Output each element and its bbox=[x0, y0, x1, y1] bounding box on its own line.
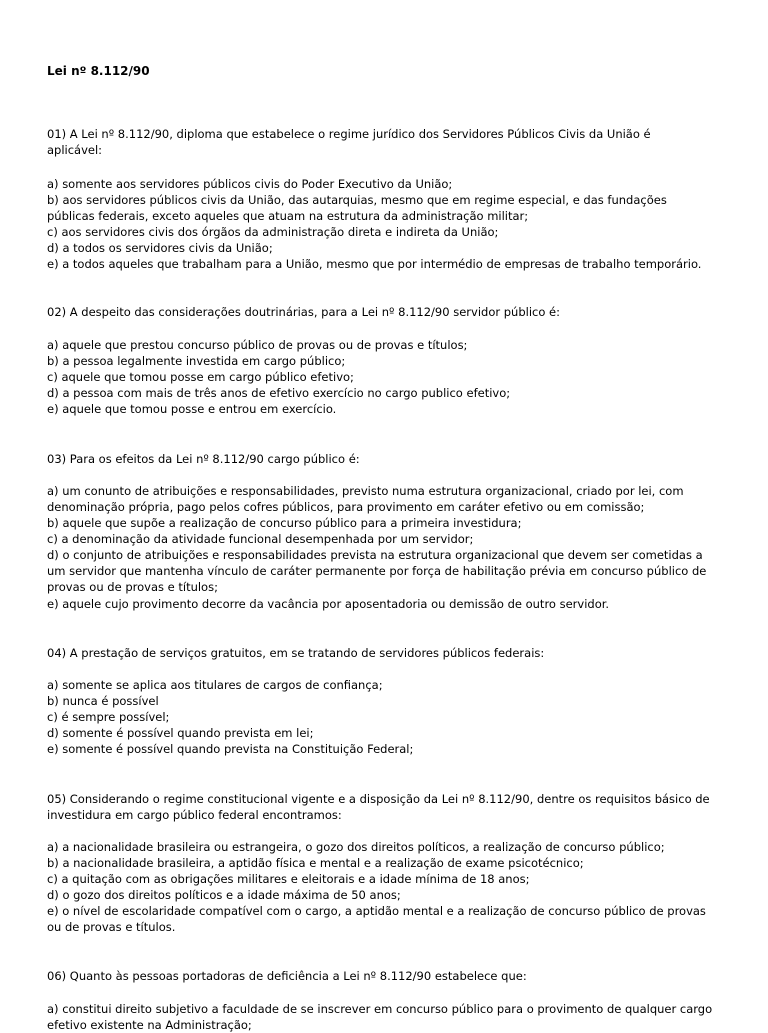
answer-option: b) a nacionalidade brasileira, a aptidão física e mental e a realização de exame psicotécnico; bbox=[47, 856, 584, 870]
answer-option: c) aos servidores civis dos órgãos da administração direta e indireta da União; bbox=[47, 225, 499, 239]
question-stem: 05) Considerando o regime constitucional vigente e a disposição da Lei nº 8.112/90, dentre os requisitos básico de bbox=[47, 792, 710, 806]
answer-option: b) a pessoa legalmente investida em cargo público; bbox=[47, 354, 346, 368]
answer-option: c) a quitação com as obrigações militares e eleitorais e a idade mínima de 18 anos; bbox=[47, 872, 530, 886]
answer-option: a) somente aos servidores públicos civis do Poder Executivo da União; bbox=[47, 177, 453, 191]
answer-option: a) constitui direito subjetivo a faculdade de se inscrever em concurso público para o provimento de qualquer cargo bbox=[47, 1002, 713, 1016]
question-stem: 04) A prestação de serviços gratuitos, em se tratando de servidores públicos federais: bbox=[47, 646, 545, 660]
answer-option: a) somente se aplica aos titulares de cargos de confiança; bbox=[47, 678, 383, 692]
answer-option: e) aquele cujo provimento decorre da vacância por aposentadoria ou demissão de outro servidor. bbox=[47, 597, 610, 611]
answer-option: c) a denominação da atividade funcional desempenhada por um servidor; bbox=[47, 532, 474, 546]
question-stem: aplicável: bbox=[47, 143, 103, 157]
answer-option: ou de provas e títulos. bbox=[47, 920, 176, 934]
question-stem: investidura em cargo público federal encontramos: bbox=[47, 808, 342, 822]
answer-option: e) somente é possível quando prevista na Constituição Federal; bbox=[47, 742, 414, 756]
answer-option: d) a pessoa com mais de três anos de efetivo exercício no cargo publico efetivo; bbox=[47, 386, 511, 400]
question-stem: 06) Quanto às pessoas portadoras de deficiência a Lei nº 8.112/90 estabelece que: bbox=[47, 969, 527, 983]
answer-option: d) o conjunto de atribuições e responsabilidades prevista na estrutura organizacional que devem ser cometidas a bbox=[47, 548, 703, 562]
answer-option: efetivo existente na Administração; bbox=[47, 1018, 252, 1032]
answer-option: b) aos servidores públicos civis da União, das autarquias, mesmo que em regime especial, e das fundações bbox=[47, 193, 667, 207]
answer-option: e) a todos aqueles que trabalham para a União, mesmo que por intermédio de empresas de trabalho temporário. bbox=[47, 257, 702, 271]
answer-option: b) aquele que supõe a realização de concurso público para a primeira investidura; bbox=[47, 516, 522, 530]
answer-option: e) aquele que tomou posse e entrou em exercício. bbox=[47, 402, 337, 416]
answer-option: c) é sempre possível; bbox=[47, 710, 170, 724]
question-stem: 02) A despeito das considerações doutrinárias, para a Lei nº 8.112/90 servidor público é: bbox=[47, 305, 560, 319]
answer-option: um servidor que mantenha vínculo de caráter permanente por força de habilitação prévia em concurso público de bbox=[47, 564, 707, 578]
document-title: Lei nº 8.112/90 bbox=[47, 64, 150, 78]
answer-option: d) a todos os servidores civis da União; bbox=[47, 241, 273, 255]
answer-option: a) um conunto de atribuições e responsabilidades, previsto numa estrutura organizacional, criado por lei, com bbox=[47, 484, 684, 498]
answer-option: b) nunca é possível bbox=[47, 694, 159, 708]
answer-option: d) o gozo dos direitos políticos e a idade máxima de 50 anos; bbox=[47, 888, 401, 902]
answer-option: provas ou de provas e títulos; bbox=[47, 580, 218, 594]
question-stem: 03) Para os efeitos da Lei nº 8.112/90 cargo público é: bbox=[47, 452, 360, 466]
answer-option: d) somente é possível quando prevista em lei; bbox=[47, 726, 314, 740]
answer-option: públicas federais, exceto aqueles que atuam na estrutura da administração militar; bbox=[47, 209, 529, 223]
answer-option: e) o nível de escolaridade compatível com o cargo, a aptidão mental e a realização de concurso público de provas bbox=[47, 904, 706, 918]
answer-option: a) a nacionalidade brasileira ou estrangeira, o gozo dos direitos políticos, a realização de concurso público; bbox=[47, 840, 665, 854]
answer-option: denominação própria, pago pelos cofres públicos, para provimento em caráter efetivo ou em comissão; bbox=[47, 500, 645, 514]
question-stem: 01) A Lei nº 8.112/90, diploma que estabelece o regime jurídico dos Servidores Públicos Civis da União é bbox=[47, 127, 651, 141]
answer-option: c) aquele que tomou posse em cargo público efetivo; bbox=[47, 370, 354, 384]
answer-option: a) aquele que prestou concurso público de provas ou de provas e títulos; bbox=[47, 338, 468, 352]
